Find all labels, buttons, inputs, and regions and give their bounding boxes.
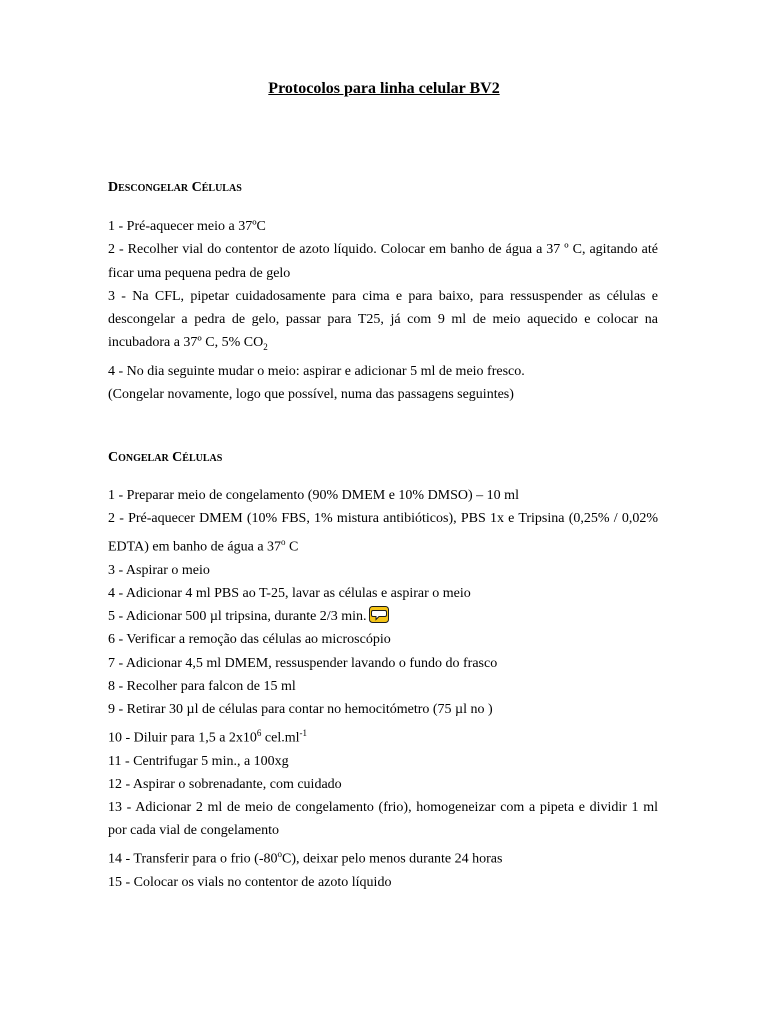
speech-bubble-icon[interactable] [369,606,389,623]
section-heading-congelar: Congelar Células [108,450,223,465]
list-item-text: 10 - Diluir para 1,5 a 2x10 [108,730,257,746]
list-item-text: 2 - Pré-aquecer DMEM (10% FBS, 1% mistura antibióticos), PBS 1x e Tripsina (0,25% / 0,02% EDTA) em banho de água a 37 [108,511,658,555]
list-item: 9 - Retirar 30 µl de células para contar no hemocitómetro (75 µl no ) [108,702,493,718]
list-item [108,843,658,871]
list-item-tail: C [285,539,299,555]
list-item: (Congelar novamente, logo que possível, numa das passagens seguintes) [108,386,514,402]
superscript: -1 [299,727,308,738]
list-item-text: 3 - Na CFL, pipetar cuidadosamente para cima e para baixo, para ressuspender as células e descongelar a pedra de gelo, passar para T25, já com 9 ml de meio aquecido e colocar na incubadora a 37º C, 5% CO [108,288,658,351]
section-heading-descongelar: Descongelar Células [108,180,242,195]
list-item: 1 - Pré-aquecer meio a 37ºC [108,219,266,234]
list-item-text: 5 - Adicionar 500 µl tripsina, durante 2/3 min. [108,609,367,625]
list-item: 6 - Verificar a remoção das células ao microscópio [108,632,391,648]
section-descongelar [108,215,658,406]
list-item: 15 - Colocar os vials no contentor de azoto líquido [108,874,392,890]
list-item-tail: C), deixar pelo menos durante 24 horas [282,851,503,867]
list-item-mid: cel.ml [261,730,300,746]
list-item: 3 - Aspirar o meio [108,562,210,578]
list-item [108,507,658,558]
list-item [108,722,658,750]
list-item: 1 - Preparar meio de congelamento (90% DMEM e 10% DMSO) – 10 ml [108,488,519,503]
section-congelar [108,484,658,894]
superscript: 6 [256,727,262,738]
superscript: o [277,848,283,859]
document-title: Protocolos para linha celular BV2 [268,80,500,97]
superscript: o [281,536,286,547]
list-item: 11 - Centrifugar 5 min., a 100xg [108,753,289,769]
list-item: 4 - No dia seguinte mudar o meio: aspirar e adicionar 5 ml de meio fresco. [108,363,525,379]
list-item: 12 - Aspirar o sobrenadante, com cuidado [108,776,342,792]
list-item: 13 - Adicionar 2 ml de meio de congelamento (frio), homogeneizar com a pipeta e dividir 1 ml por cada vial de congelamento [108,800,658,839]
list-item [108,605,658,628]
subscript: 2 [263,342,268,353]
list-item: 7 - Adicionar 4,5 ml DMEM, ressuspender lavando o fundo do frasco [108,655,498,671]
list-item: 4 - Adicionar 4 ml PBS ao T-25, lavar as células e aspirar o meio [108,585,471,601]
list-item-text: 14 - Transferir para o frio (-80 [108,851,278,867]
list-item: 2 - Recolher vial do contentor de azoto líquido. Colocar em banho de água a 37 º C, agitando até ficar uma pequena pedra de gelo [108,242,658,281]
list-item [108,285,658,360]
list-item: 8 - Recolher para falcon de 15 ml [108,679,296,695]
